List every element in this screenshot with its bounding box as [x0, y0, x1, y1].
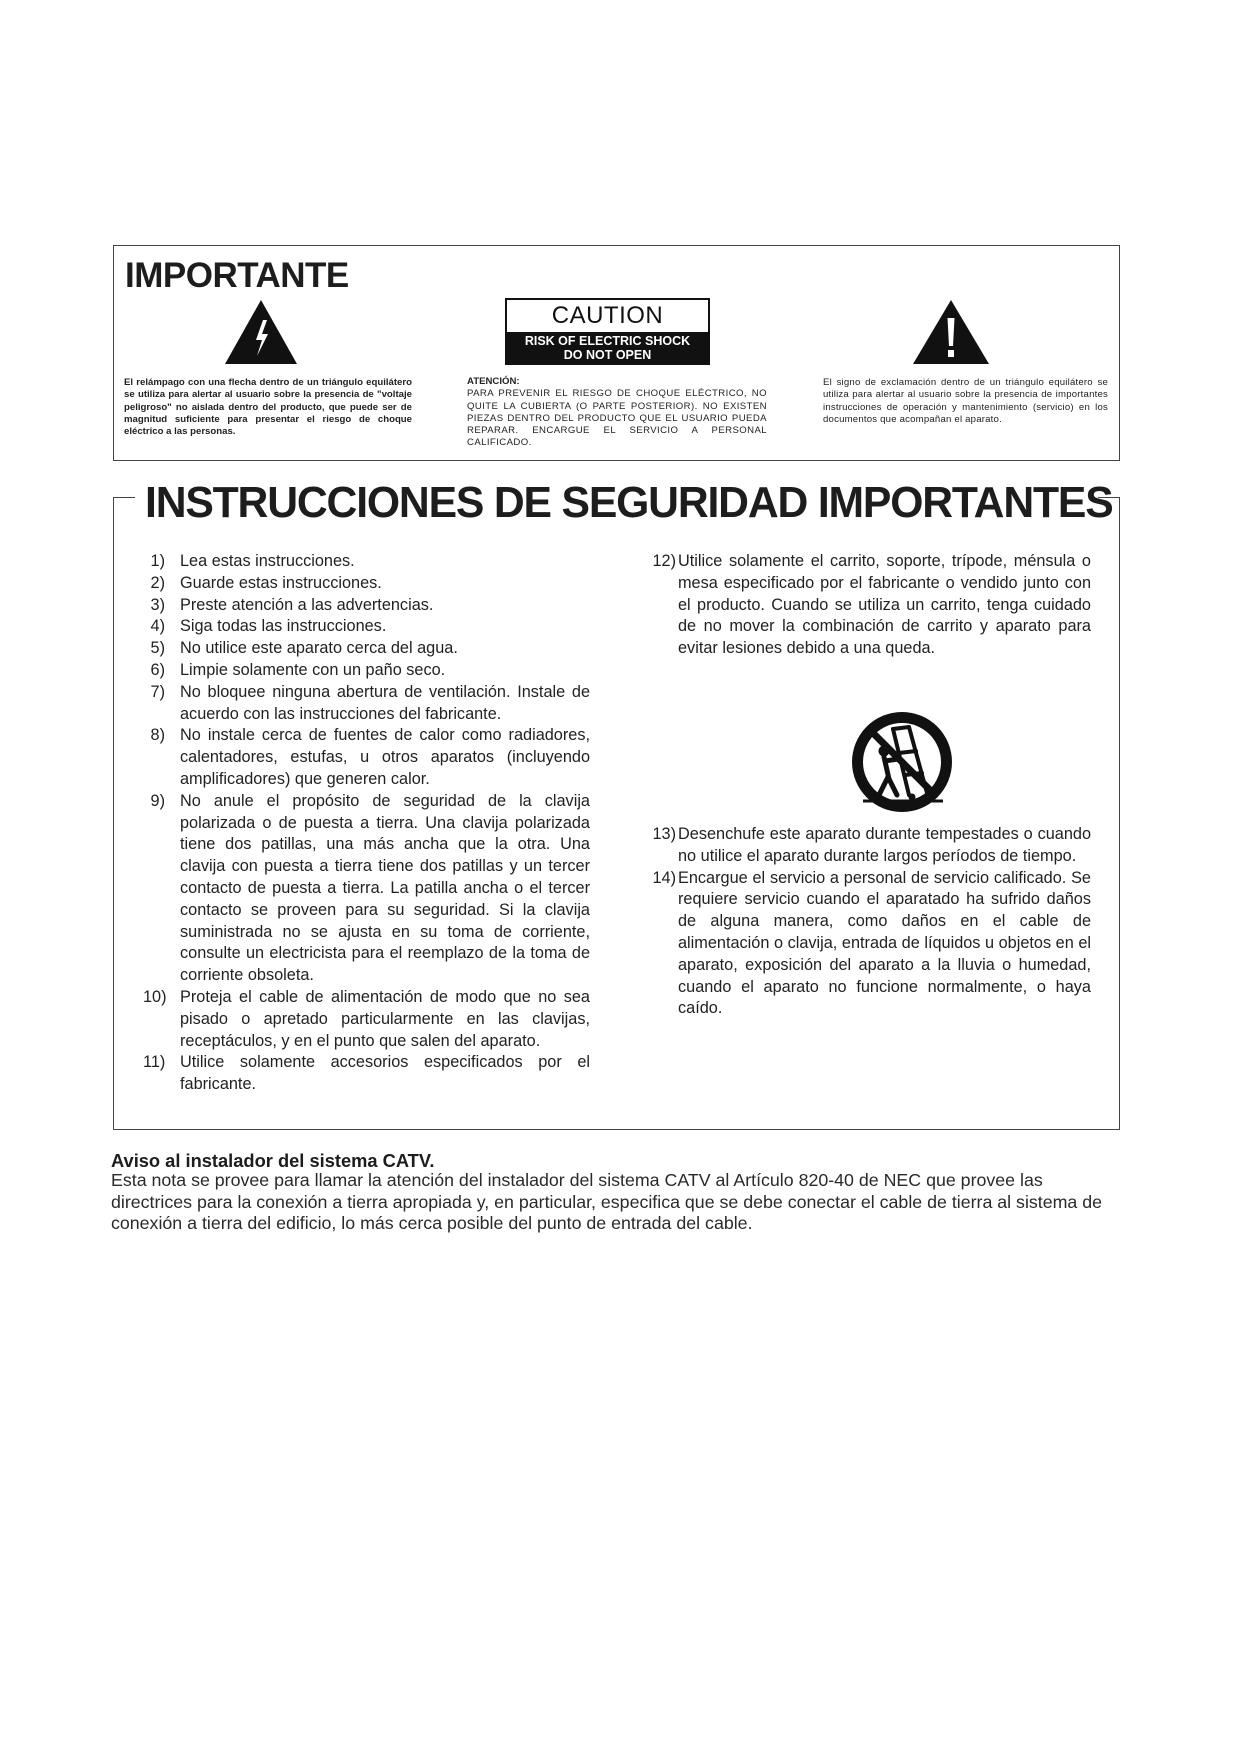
instruction-text: Limpie solamente con un paño seco.: [180, 660, 446, 679]
instruction-number: 8): [150, 726, 165, 745]
instruction-item: [143, 725, 590, 790]
instruction-text: Desenchufe este aparato durante tempestades o cuando no utilice el aparato durante largos períodos de tiempo.: [678, 825, 1091, 865]
instruction-item: [641, 868, 1091, 1021]
instruction-number: 7): [150, 682, 165, 701]
instruction-number: 9): [150, 791, 165, 810]
instruction-text: No instale cerca de fuentes de calor como radiadores, calentadores, estufas, u otros aparatos (incluyendo amplificadores) que generen calor.: [180, 726, 590, 788]
cart-tip-over-warning-icon: [841, 709, 963, 817]
importante-box: [113, 245, 1120, 461]
instructions-list-left: [143, 551, 590, 1096]
instruction-text: Lea estas instrucciones.: [180, 552, 355, 570]
instruction-text: No anule el propósito de seguridad de la clavija polarizada o de puesta a tierra. Una clavija polarizada tiene dos patillas, una más ancha que la otra. Una clavija con puesta a tierra tiene dos patillas y un tercer contacto de puesta a tierra. La patilla ancha o el tercer contacto se proveen para su seguridad. Si la clavija suministrada no se ajusta en su toma de corriente, consulte un electricista para el reemplazo de la toma de corriente obsoleta.: [180, 791, 590, 985]
instruction-item: [641, 824, 1091, 868]
catv-notice-title: Aviso al instalador del sistema CATV.: [111, 1150, 435, 1171]
instruction-number: 10): [143, 987, 167, 1006]
instruction-number: 6): [150, 660, 165, 679]
atencion-label: ATENCIÓN:: [467, 376, 520, 387]
caution-line-2: DO NOT OPEN: [563, 348, 652, 362]
instruction-item: [143, 987, 590, 1052]
instruction-item: [143, 595, 590, 617]
instruction-text: Encargue el servicio a personal de servicio calificado. Se requiere servicio cuando el aparatado ha sufrido daños de alguna manera, como daños en el cable de alimentación o clavija, entrada de líquidos u objetos en el aparato, exposición del aparato a la lluvia o humedad, cuando el aparato no funcione normalmente, o haya caído.: [678, 868, 1091, 1018]
atencion-notice: [467, 376, 767, 450]
instruction-number: 2): [150, 573, 165, 592]
instructions-list-right-top: [641, 551, 1091, 660]
instruction-number: 13): [652, 825, 676, 843]
instruction-number: 14): [652, 868, 676, 887]
instruction-number: 11): [143, 1053, 166, 1072]
caution-label: [505, 298, 710, 365]
instruction-number: 3): [150, 595, 165, 614]
instruction-text: Proteja el cable de alimentación de modo que no sea pisado o apretado particularmente en las clavijas, receptáculos, y en el punto que salen del aparato.: [180, 987, 590, 1050]
instruction-item: [143, 660, 590, 682]
caution-heading: CAUTION: [551, 302, 664, 329]
instructions-list-right-bottom: [641, 824, 1091, 1020]
instruction-text: No utilice este aparato cerca del agua.: [180, 639, 458, 658]
exclamation-triangle-icon: [911, 298, 991, 366]
instruction-item: [143, 573, 590, 595]
instruction-text: No bloquee ninguna abertura de ventilación. Instale de acuerdo con las instrucciones del fabricante.: [180, 682, 590, 723]
caution-line-1: RISK OF ELECTRIC SHOCK: [524, 334, 691, 348]
instruction-number: 5): [150, 639, 165, 658]
catv-notice-body: Esta nota se provee para llamar la atención del instalador del sistema CATV al Artículo 820-40 de NEC que provee las directrices para la conexión a tierra apropiada y, en particular, especifica que se debe conectar el cable de tierra al sistema de conexión a tierra del edificio, lo más cerca posible del punto de entrada del cable.: [111, 1170, 1103, 1233]
lightning-explanation: El relámpago con una flecha dentro de un triángulo equilátero se utiliza para alertar al usuario sobre la presencia de "voltaje peligroso" no aislada dentro del producto, que puede ser de magnitud suficiente para presentar el riesgo de choque eléctrico a las personas.: [124, 377, 412, 438]
instruction-item: [641, 551, 1091, 660]
instruction-text: Siga todas las instrucciones.: [180, 617, 387, 636]
lightning-triangle-icon: [223, 298, 299, 366]
instruction-item: [143, 682, 590, 726]
instruction-item: [143, 616, 590, 638]
caution-warning: [507, 332, 708, 363]
instruction-text: Guarde estas instrucciones.: [180, 573, 382, 592]
instruction-item: [143, 638, 590, 660]
instruction-item: [143, 551, 590, 573]
exclamation-explanation: El signo de exclamación dentro de un triángulo equilátero se utiliza para alertar al usuario sobre la presencia de importantes instrucciones de operación y mantenimiento (servicio) en los documentos que acompañan el aparato.: [823, 377, 1108, 425]
instruction-item: [143, 1052, 590, 1096]
instruction-number: 4): [150, 617, 165, 636]
instruction-text: Utilice solamente el carrito, soporte, trípode, ménsula o mesa especificado por el fabricante o vendido junto con el producto. Cuando se utiliza un carrito, tenga cuidado de no mover la combinación de carrito y aparato para evitar lesiones debido a una queda.: [678, 552, 1091, 658]
safety-title: INSTRUCCIONES DE SEGURIDAD IMPORTANTES: [145, 478, 1113, 527]
instruction-number: 1): [150, 552, 165, 570]
importante-title: IMPORTANTE: [125, 256, 349, 295]
instruction-text: Preste atención a las advertencias.: [180, 595, 434, 614]
instruction-number: 12): [652, 552, 676, 570]
instruction-text: Utilice solamente accesorios especificados por el fabricante.: [180, 1053, 590, 1094]
atencion-text: PARA PREVENIR EL RIESGO DE CHOQUE ELÉCTRICO, NO QUITE LA CUBIERTA (O PARTE POSTERIOR). NO EXISTEN PIEZAS DENTRO DEL PRODUCTO QUE EL USUARIO PUEDA REPARAR. ENCARGUE EL SERVICIO A PERSONAL CALIFICADO.: [467, 388, 767, 449]
instruction-item: [143, 791, 590, 987]
